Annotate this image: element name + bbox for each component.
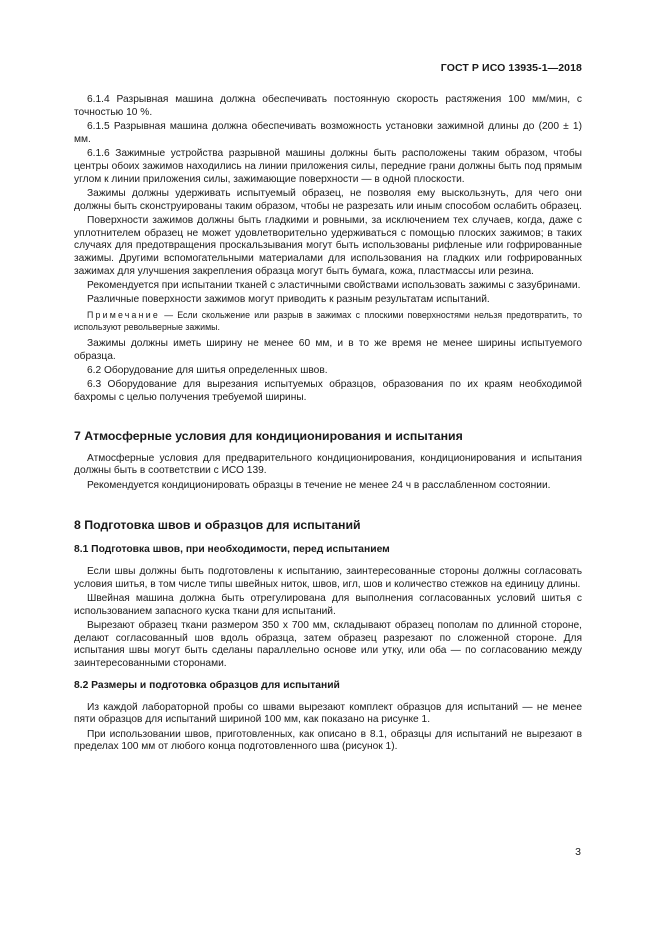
paragraph-6-1-6: 6.1.6 Зажимные устройства разрывной машины должны быть расположены таким образом, чтобы центры обоих зажимов находились на линии приложения силы, передние грани должны быть под прямым углом к линии приложения силы, зажимающие поверхности — в одной плоскости.	[74, 148, 582, 185]
paragraph-surface-results: Различные поверхности зажимов могут приводить к разным результатам испытаний.	[87, 294, 490, 306]
paragraph-clamps-hold: Зажимы должны удерживать испытуемый образец, не позволяя ему выскользнуть, для чего они должны быть сконструированы таким образом, чтобы не разрезать или иным способом ослабить образец.	[74, 187, 582, 212]
section-8-2-paragraph-2: При использовании швов, приготовленных, как описано в 8.1, образцы для испытаний не вырезают в пределах 100 мм от любого конца подготовленного шва (рисунок 1).	[74, 728, 582, 753]
section-8-1-paragraph-3: Вырезают образец ткани размером 350 х 700 мм, складывают образец пополам по длинной стороне, делают согласованный шов вдоль образца, затем образец разрезают по сложенной стороне. Для испытания швы могут быть сделаны параллельно основе или утку, или оба — по согласованию между заинтересованными сторонами.	[74, 619, 582, 669]
page-number: 3	[575, 846, 581, 858]
section-8-heading: 8 Подготовка швов и образцов для испытаний	[74, 518, 361, 533]
note-text: — Если скольжение или разрыв в зажимах с плоскими поверхностями нельзя предотвратить, то используют револьверные зажимы.	[74, 310, 582, 332]
section-7-heading: 7 Атмосферные условия для кондиционирования и испытания	[74, 428, 463, 443]
paragraph-6-3: 6.3 Оборудование для вырезания испытуемых образцов, образования по их краям необходимой бахромы с целью получения требуемой ширины.	[74, 379, 582, 403]
section-7-paragraph-2: Рекомендуется кондиционировать образцы в течение не менее 24 ч в расслабленном состоянии.	[87, 479, 551, 491]
section-7-paragraph-1: Атмосферные условия для предварительного кондиционирования, кондиционирования и испытания должны быть в соответствии с ИСО 139.	[74, 452, 582, 477]
paragraph-6-1-4: 6.1.4 Разрывная машина должна обеспечивать постоянную скорость растяжения 100 мм/мин, с точностью 10 %.	[74, 94, 582, 118]
subsection-8-2-heading: 8.2 Размеры и подготовка образцов для испытаний	[74, 679, 340, 691]
paragraph-6-1-5: 6.1.5 Разрывная машина должна обеспечивать возможность установки зажимной длины до (200 ± 1) мм.	[74, 121, 582, 145]
paragraph-6-2: 6.2 Оборудование для шитья определенных швов.	[87, 365, 328, 376]
subsection-8-1-heading: 8.1 Подготовка швов, при необходимости, перед испытанием	[74, 544, 390, 555]
section-8-1-paragraph-2: Швейная машина должна быть отрегулирована для выполнения согласованных условий шитья с использованием запасного куска ткани для испытаний.	[74, 592, 582, 617]
section-8-2-paragraph-1: Из каждой лабораторной пробы со швами вырезают комплект образцов для испытаний — не менее пяти образцов для испытаний шириной 100 мм, как показано на рисунке 1.	[74, 701, 582, 726]
section-8-1-paragraph-1: Если швы должны быть подготовлены к испытанию, заинтересованные стороны должны согласовать условия шитья, в том числе типы швейных ниток, швов, игл, шов и количество стежков на единицу длины.	[74, 565, 582, 590]
paragraph-clamp-width: Зажимы должны иметь ширину не менее 60 мм, и в то же время не менее ширины испытуемого образца.	[74, 338, 582, 362]
note	[74, 310, 582, 333]
document-body	[74, 94, 582, 756]
paragraph-elastic-fabrics: Рекомендуется при испытании тканей с эластичными свойствами использовать зажимы с зазубринами.	[87, 280, 581, 291]
document-code-header: ГОСТ Р ИСО 13935-1—2018	[440, 62, 582, 74]
note-label: Примечание	[87, 310, 160, 320]
paragraph-clamp-surfaces: Поверхности зажимов должны быть гладкими и ровными, за исключением тех случаев, когда, даже с уплотнителем образец не может удовлетворительно удерживаться с помощью плоских зажимов; в таких случаях для предотвращения проскальзывания могут быть использованы рифленые или гофрированные зажимы. Другими вспомогательными материалами для использования на гладких или гофрированных зажимах для улучшения закрепления образца могут быть бумага, кожа, пластмассы или резина.	[74, 214, 582, 277]
